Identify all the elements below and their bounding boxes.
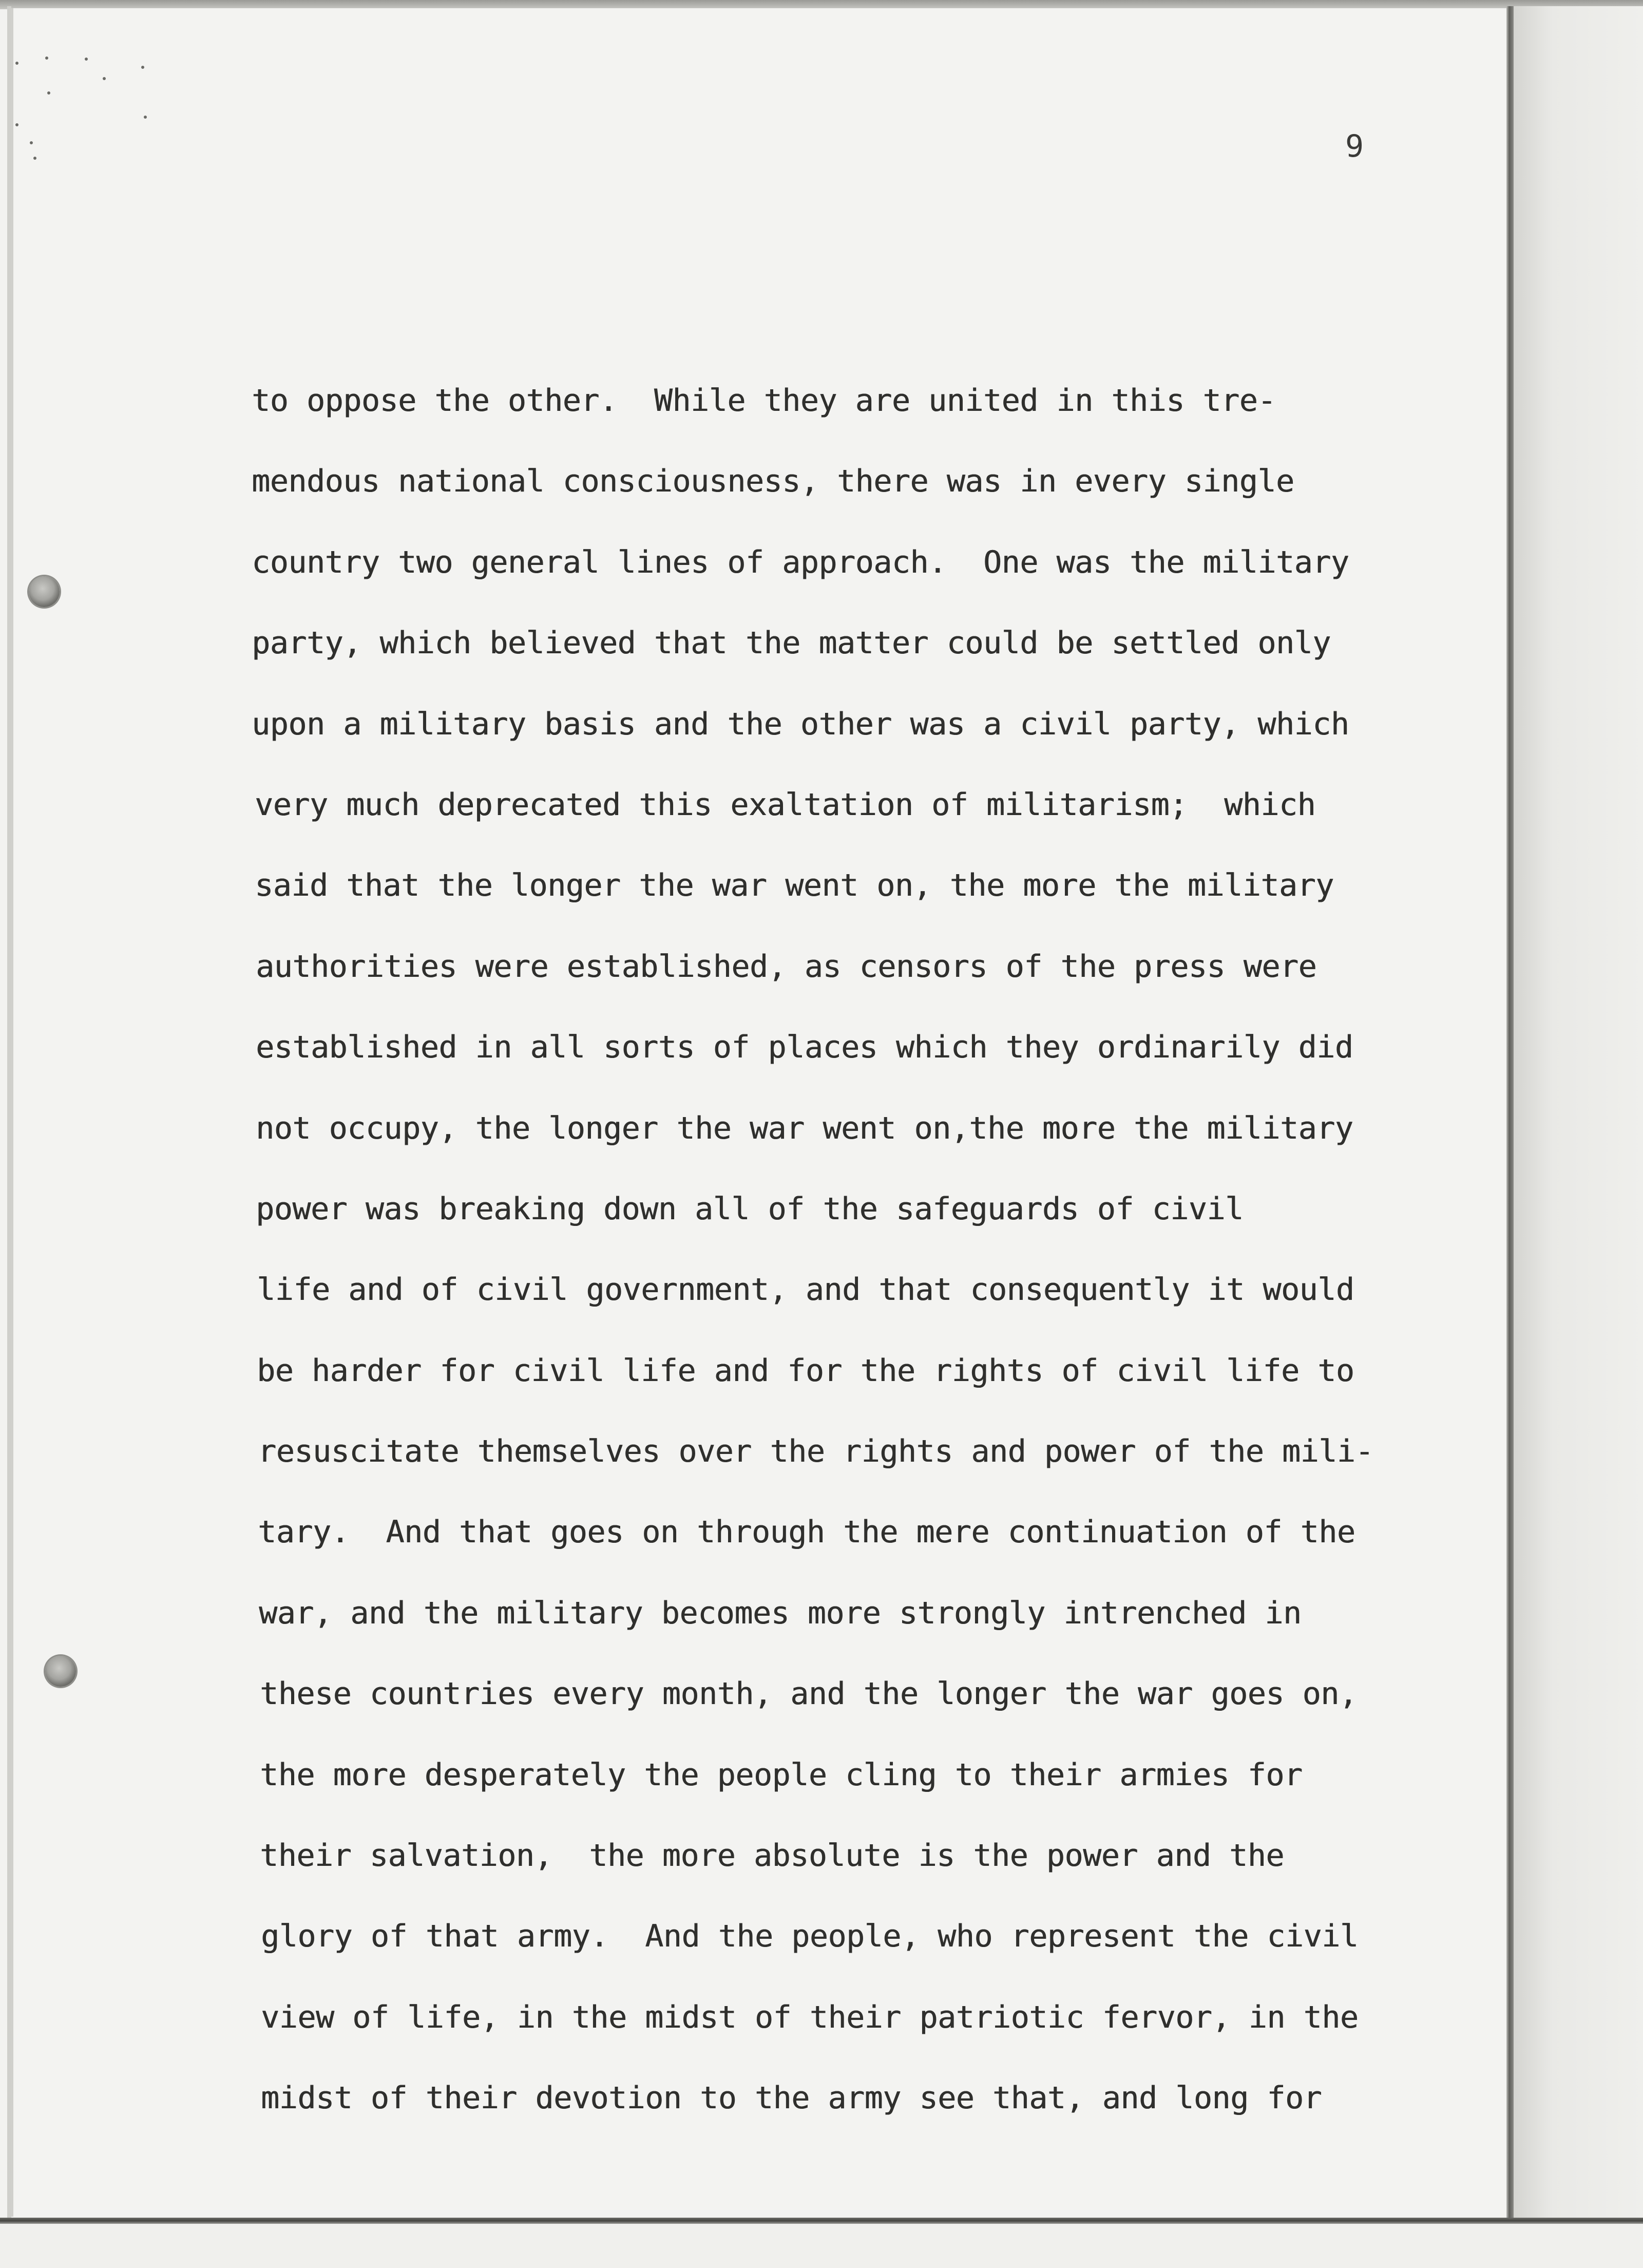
- text-line: their salvation, the more absolute is the power and the: [260, 1838, 1284, 1874]
- text-line: upon a military basis and the other was a civil party, which: [252, 706, 1349, 742]
- ink-speckle: [144, 116, 147, 119]
- text-line: country two general lines of approach. One was the military: [252, 544, 1349, 580]
- text-line: established in all sorts of places which they ordinarily did: [256, 1029, 1353, 1066]
- text-line: not occupy, the longer the war went on,the more the military: [256, 1110, 1353, 1146]
- paper-right-edge: [1506, 6, 1514, 2220]
- scan-bottom-edge: [0, 2218, 1643, 2224]
- text-line: midst of their devotion to the army see that, and long for: [261, 2080, 1322, 2116]
- page-number: 9: [1345, 128, 1364, 164]
- scan-left-edge: [7, 6, 11, 2220]
- text-line: resuscitate themselves over the rights and power of the mili-: [258, 1433, 1374, 1470]
- text-line: view of life, in the midst of their patriotic fervor, in the: [261, 1999, 1359, 2035]
- ink-speckle: [85, 58, 88, 61]
- text-line: war, and the military becomes more strongly intrenched in: [259, 1595, 1302, 1631]
- text-line: be harder for civil life and for the rights of civil life to: [257, 1352, 1354, 1389]
- text-line: glory of that army. And the people, who represent the civil: [261, 1918, 1359, 1955]
- text-line: these countries every month, and the longer the war goes on,: [260, 1676, 1358, 1712]
- text-line: to oppose the other. While they are united in this tre-: [252, 383, 1276, 419]
- text-line: said that the longer the war went on, the more the military: [255, 867, 1334, 904]
- text-line: life and of civil government, and that consequently it would: [257, 1272, 1354, 1308]
- ink-speckle: [103, 77, 106, 80]
- text-line: power was breaking down all of the safeguards of civil: [256, 1190, 1244, 1227]
- scan-right-margin: [1514, 6, 1643, 2220]
- text-line: tary. And that goes on through the mere continuation of the: [258, 1514, 1355, 1551]
- ink-speckle: [15, 123, 18, 126]
- ink-speckle: [47, 91, 50, 94]
- ink-speckle: [15, 62, 18, 65]
- ink-speckle: [33, 157, 36, 160]
- ink-speckle: [45, 56, 48, 60]
- scan-bottom-margin: [0, 2224, 1643, 2268]
- typewritten-body: [252, 377, 1448, 2156]
- ink-speckle: [141, 66, 144, 69]
- ink-speckle: [30, 141, 33, 144]
- text-line: very much deprecated this exaltation of militarism; which: [255, 786, 1316, 823]
- text-line: party, which believed that the matter could be settled only: [252, 625, 1331, 662]
- text-line: authorities were established, as censors of the press were: [256, 948, 1317, 985]
- punch-hole-bottom: [45, 1656, 76, 1687]
- text-line: mendous national consciousness, there was in every single: [252, 463, 1294, 500]
- text-line: the more desperately the people cling to their armies for: [260, 1756, 1303, 1793]
- punch-hole-top: [29, 576, 60, 607]
